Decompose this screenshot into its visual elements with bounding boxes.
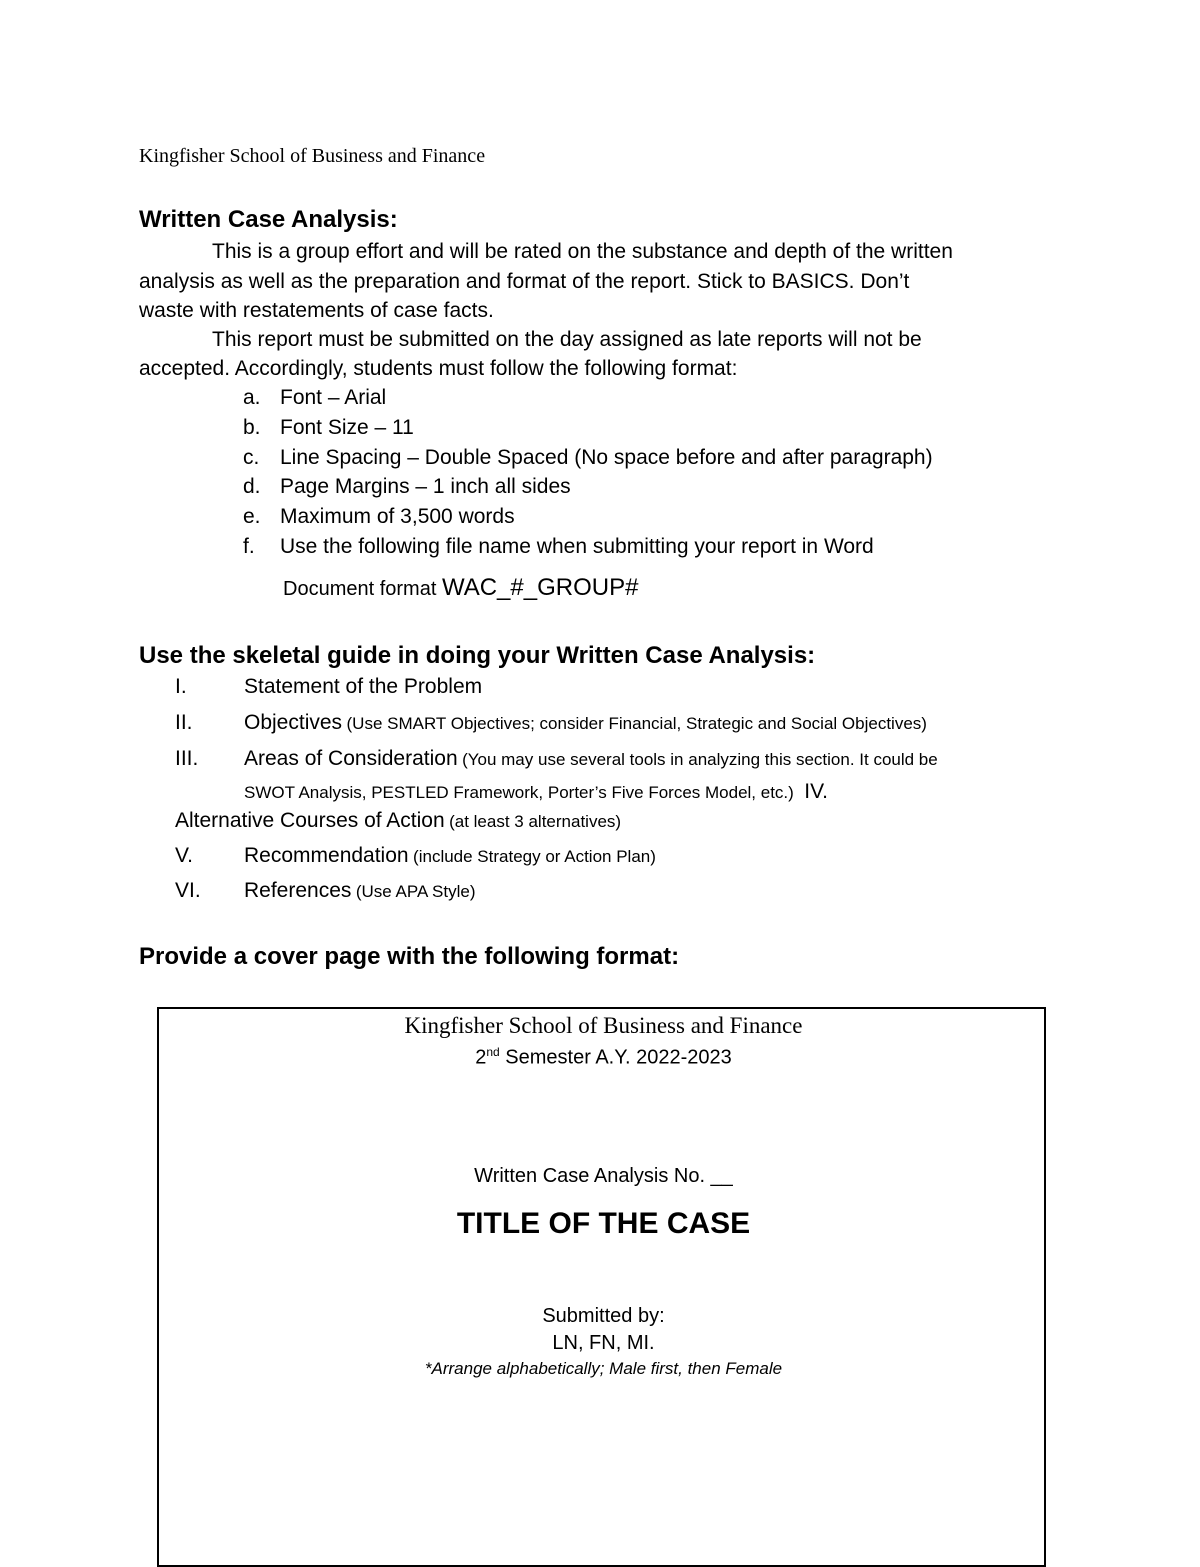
format-marker-f: f. <box>243 535 255 558</box>
skeletal-marker-6 <box>175 879 201 903</box>
semester-ordinal: nd <box>486 1045 500 1059</box>
p1-line2: analysis as well as the preparation and format of the report. Stick to BASICS. Don’t <box>139 270 910 293</box>
cover-school: Kingfisher School of Business and Finance <box>404 1013 803 1038</box>
areas-title: Areas of Consideration <box>244 747 458 770</box>
format-item-file-name: Use the following file name when submitting your report in Word <box>280 535 874 558</box>
format-item-line-spacing: Line Spacing – Double Spaced (No space before and after paragraph) <box>280 446 933 469</box>
recommendation-note: (include Strategy or Action Plan) <box>413 847 656 866</box>
alternatives-note: (at least 3 alternatives) <box>449 812 622 831</box>
skeletal-marker-3 <box>175 747 198 771</box>
areas-continuation-line <box>244 780 828 804</box>
format-marker-e: e. <box>243 505 261 528</box>
semester-number: 2 <box>475 1046 487 1069</box>
areas-note: (You may use several tools in analyzing this section. It could be <box>462 750 938 769</box>
skeletal-marker-3-text: III. <box>175 747 199 770</box>
references-note: (Use APA Style) <box>355 882 476 901</box>
document-format-line <box>283 574 638 602</box>
skeletal-item-problem: Statement of the Problem <box>244 675 483 698</box>
skeletal-marker-6-text: VI. <box>175 879 201 902</box>
skeletal-item-areas <box>244 747 938 771</box>
cover-wca-number: Written Case Analysis No. __ <box>474 1165 733 1187</box>
format-item-font: Font – Arial <box>280 386 387 409</box>
cover-heading: Provide a cover page with the following format: <box>139 943 680 970</box>
cover-semester <box>159 1045 1048 1070</box>
format-item-font-size: Font Size – 11 <box>280 416 414 439</box>
p2-line2: accepted. Accordingly, students must follow the following format: <box>139 357 738 380</box>
objectives-note: (Use SMART Objectives; consider Financial, Strategic and Social Objectives) <box>346 714 927 733</box>
skeletal-item-recommendation <box>244 844 656 868</box>
cover-page-sample <box>157 1007 1046 1567</box>
skeletal-heading: Use the skeletal guide in doing your Written Case Analysis: <box>139 642 816 669</box>
document-format-prefix: Document format <box>283 578 442 600</box>
skeletal-marker-2 <box>175 711 193 735</box>
format-marker-c: c. <box>243 446 260 469</box>
skeletal-marker-2-text: II. <box>175 711 193 734</box>
objectives-title: Objectives <box>244 711 343 734</box>
cover-case-title: TITLE OF THE CASE <box>456 1207 751 1240</box>
wca-heading: Written Case Analysis: <box>139 206 398 233</box>
p2-line1: This report must be submitted on the day assigned as late reports will not be <box>212 328 922 351</box>
format-marker-b: b. <box>243 416 261 439</box>
format-marker-a: a. <box>243 386 261 409</box>
references-title: References <box>244 879 352 902</box>
skeletal-item-objectives <box>244 711 927 735</box>
format-item-max-words: Maximum of 3,500 words <box>280 505 515 528</box>
p1-line1: This is a group effort and will be rated on the substance and depth of the written <box>212 240 953 263</box>
format-marker-d: d. <box>243 475 261 498</box>
p1-line3: waste with restatements of case facts. <box>139 299 494 322</box>
cover-submitted-by: Submitted by: <box>542 1305 665 1327</box>
recommendation-title: Recommendation <box>244 844 409 867</box>
cover-names: LN, FN, MI. <box>552 1332 655 1354</box>
semester-text: Semester A.Y. 2022-2023 <box>499 1046 732 1069</box>
alternatives-title: Alternative Courses of Action <box>175 809 445 832</box>
areas-note-continuation: SWOT Analysis, PESTLED Framework, Porter’s Five Forces Model, etc.) <box>244 783 794 802</box>
cover-arrange-note: *Arrange alphabetically; Male first, then Female <box>424 1359 783 1378</box>
skeletal-item-alternatives <box>175 809 621 833</box>
school-name: Kingfisher School of Business and Finance <box>139 145 486 167</box>
skeletal-item-references <box>244 879 476 903</box>
skeletal-marker-1: I. <box>175 675 187 698</box>
format-item-margins: Page Margins – 1 inch all sides <box>280 475 571 498</box>
document-format-value: WAC_#_GROUP# <box>441 574 639 601</box>
skeletal-marker-4: IV. <box>804 780 829 803</box>
skeletal-marker-5-text: V. <box>175 844 193 867</box>
skeletal-marker-5 <box>175 844 193 868</box>
